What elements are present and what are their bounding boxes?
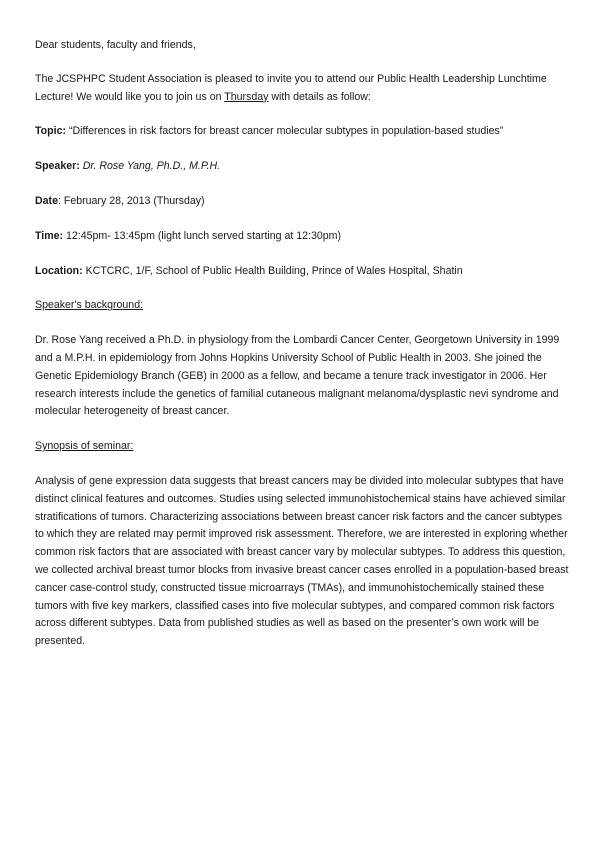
intro-paragraph <box>35 71 570 107</box>
time-value: 12:45pm- 13:45pm (light lunch served starting at 12:30pm) <box>63 229 342 242</box>
background-heading: Speaker's background: <box>35 299 144 312</box>
background-paragraph: Dr. Rose Yang received a Ph.D. in physiology from the Lombardi Cancer Center, Georgetown University in 1999 and a M.P.H. in epidemiology from Johns Hopkins University School of Public Health in 2003. She joined the Genetic Epidemiology Branch (GEB) in 2000 as a fellow, and became a tenure track investigator in 2006. Her research interests include the genetics of familial cutaneous malignant melanoma/dysplastic nevi syndrome and molecular heterogeneity of breast cancer. <box>35 334 560 418</box>
location-line <box>35 263 570 281</box>
date-label: Date <box>35 194 58 207</box>
date-value: : February 28, 2013 (Thursday) <box>57 194 205 207</box>
intro-text-end: with details as follow: <box>268 90 371 103</box>
location-value: KCTCRC, 1/F, School of Public Health Building, Prince of Wales Hospital, Shatin <box>82 264 463 277</box>
location-label: Location: <box>35 264 83 277</box>
time-line <box>35 228 570 246</box>
synopsis-paragraph: Analysis of gene expression data suggests that breast cancers may be divided into molecular subtypes that have distinct clinical features and outcomes. Studies using selected immunohistochemical stains have achieved similar stratifications of tumors. Characterizing associations between breast cancer risk factors and the cancer subtypes to which they are related may permit improved risk assessment. Therefore, we are interested in exploring whether common risk factors that are associated with breast cancer vary by molecular subtypes. To address this question, we collected archival breast tumor blocks from invasive breast cancer cases enrolled in a population-based breast cancer case-control study, constructed tissue microarrays (TMAs), and immunohistochemically stained these tumors with five key markers, classified cases into five molecular subtypes, and compared common risk factors across different subtypes. Data from published studies as well as based on the presenter’s own work will be presented. <box>35 474 569 648</box>
letter-body <box>35 37 570 668</box>
synopsis-heading: Synopsis of seminar: <box>35 440 134 453</box>
date-line <box>35 193 570 211</box>
speaker-line <box>35 158 570 176</box>
speaker-label: Speaker: <box>35 160 80 173</box>
greeting: Dear students, faculty and friends, <box>35 39 196 51</box>
intro-day: Thursday <box>224 90 269 103</box>
topic-line <box>35 123 570 141</box>
intro-text-start: The JCSPHPC Student Association is pleased to invite you to attend our Public Health Leadership Lunchtime Lecture! We would like you to join us on <box>35 72 547 103</box>
speaker-value: Dr. Rose Yang, Ph.D., M.P.H. <box>79 160 221 173</box>
topic-label: Topic: <box>35 125 66 138</box>
time-label: Time: <box>35 229 64 242</box>
topic-value: “Differences in risk factors for breast cancer molecular subtypes in population-based studies” <box>66 125 504 138</box>
